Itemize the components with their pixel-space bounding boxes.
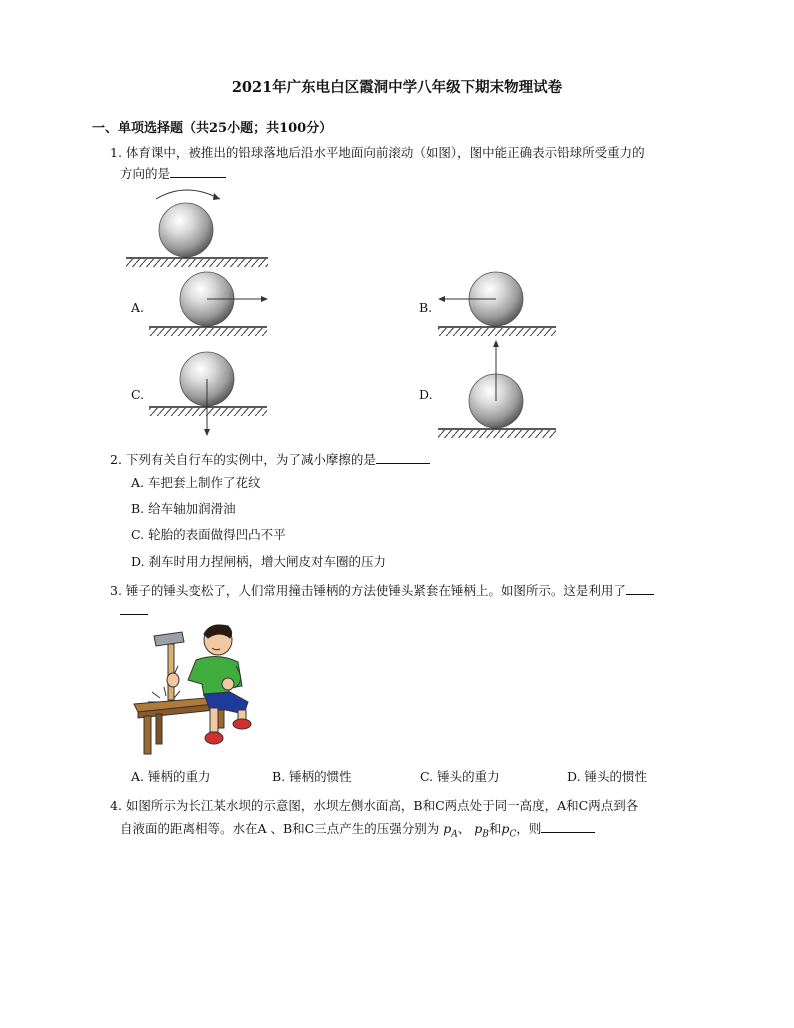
q1-stem-line2 (120, 164, 226, 182)
q2-answer-blank (376, 451, 430, 464)
q4-stem-line1: 4. 如图所示为长江某水坝的示意图，水坝左侧水面高，B和C两点处于同一高度，A和C两点到各 (110, 798, 639, 813)
q1-option-b-figure[interactable] (434, 270, 559, 340)
section-heading: 一、单项选择题（共25小题；共100分） (92, 121, 333, 136)
pressure-c: $p_C$ (501, 821, 517, 840)
q2-option-d[interactable]: D. 刹车时用力捏闸柄，增大闸皮对车圈的压力 (131, 554, 387, 569)
q1-option-c-figure[interactable] (145, 350, 270, 438)
q1-stem-text: 方向的是 (120, 166, 171, 181)
q1-answer-blank (170, 165, 226, 178)
q1-option-a-label[interactable]: A. (131, 300, 145, 315)
q3-option-c[interactable]: C. 锤头的重力 (420, 769, 500, 784)
q2-option-c[interactable]: C. 轮胎的表面做得凹凸不平 (131, 527, 286, 542)
q2-option-a[interactable]: A. 车把套上制作了花纹 (131, 475, 261, 490)
q1-option-d-label[interactable]: D. (419, 387, 433, 402)
pressure-a: $p_A$ (443, 821, 458, 840)
page-title: 2021年广东电白区霞洞中学八年级下期末物理试卷 (231, 79, 563, 96)
q4-stem-line2 (120, 819, 595, 840)
separator: 、 (457, 821, 471, 836)
conjunction: 和 (488, 821, 502, 836)
q1-option-c-label[interactable]: C. (131, 387, 145, 402)
q2-stem-text: 2. 下列有关自行车的实例中，为了减小摩擦的是 (110, 452, 376, 467)
q3-stem-text: 3. 锤子的锤头变松了，人们常用撞击锤柄的方法使锤头紧套在锤柄上。如图所示。这是利用了 (110, 583, 626, 598)
q2-stem (110, 450, 430, 468)
q1-stem-line1: 1. 体育课中，被推出的铅球落地后沿水平地面向前滚动（如图），图中能正确表示铅球所受重力的 (110, 145, 645, 160)
q3-option-d[interactable]: D. 锤头的惯性 (567, 769, 648, 784)
q3-answer-blank-part2 (120, 602, 148, 618)
q1-option-b-label[interactable]: B. (419, 300, 433, 315)
q1-main-figure (122, 183, 272, 271)
q3-option-b[interactable]: B. 锤柄的惯性 (272, 769, 352, 784)
hammer-illustration (130, 622, 270, 757)
q2-option-b[interactable]: B. 给车轴加润滑油 (131, 501, 236, 516)
q3-option-a[interactable]: A. 锤柄的重力 (131, 769, 211, 784)
q3-answer-blank-part1 (626, 582, 654, 595)
q4-answer-blank (541, 820, 595, 833)
shot-ball (159, 203, 213, 257)
q4-tail-text: ，则 (516, 821, 542, 836)
pressure-b: $p_B$ (474, 821, 489, 840)
q3-stem (110, 581, 654, 599)
q1-option-a-figure[interactable] (145, 270, 270, 340)
q4-stem-text: 自液面的距离相等。水在A 、B和C三点产生的压强分别为 (120, 821, 440, 836)
q1-option-d-figure[interactable] (434, 338, 559, 442)
